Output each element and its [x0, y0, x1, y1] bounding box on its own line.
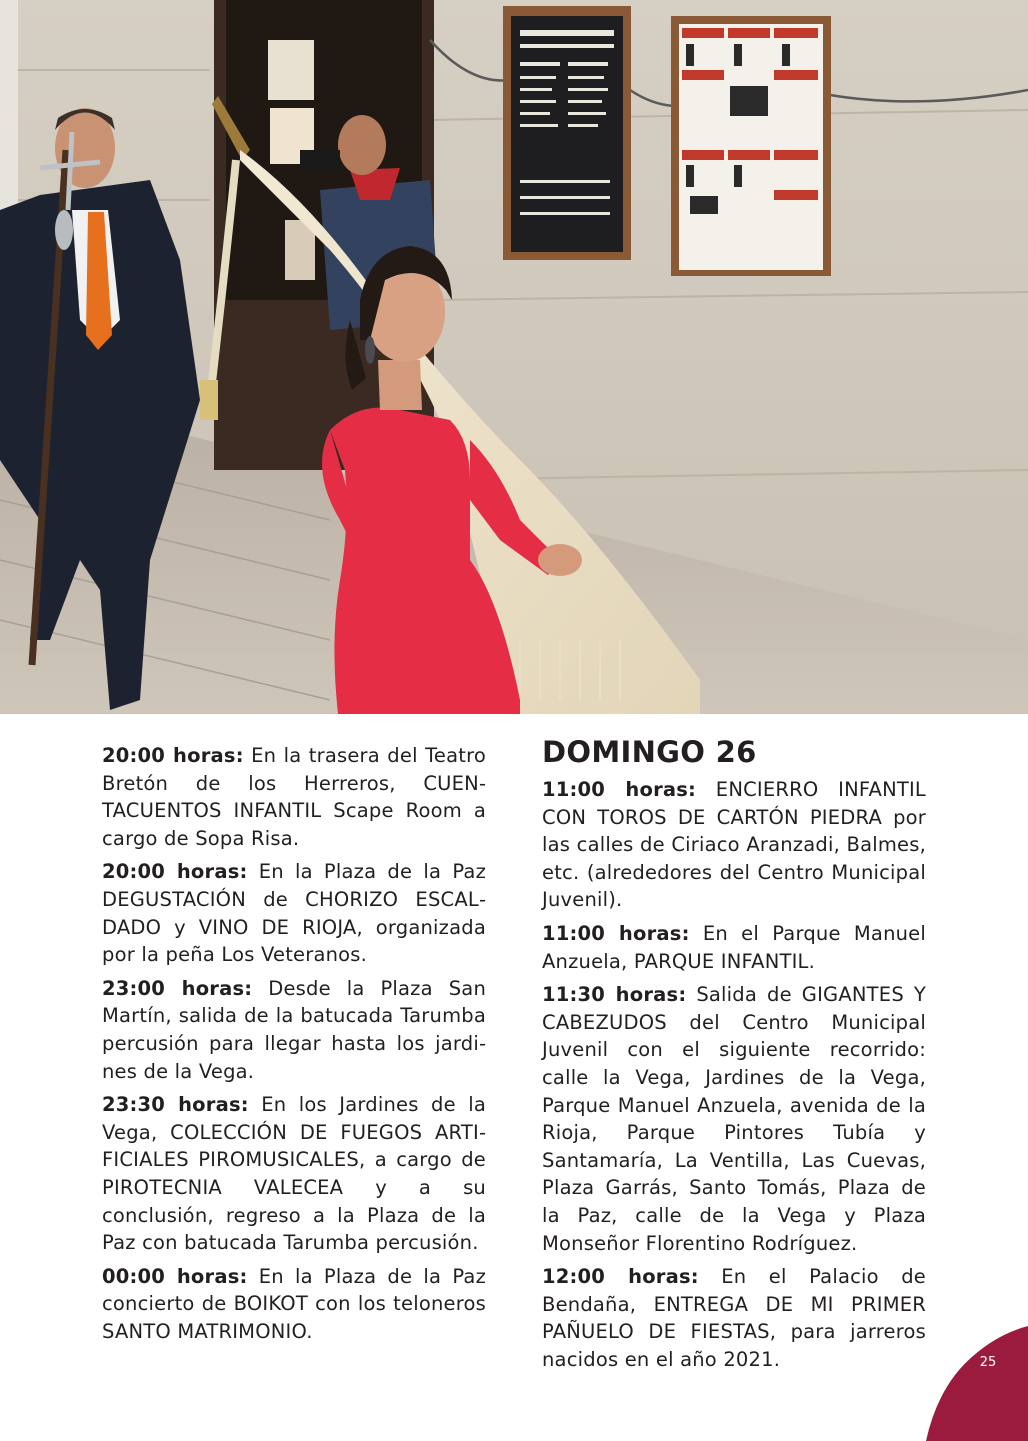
entry-text: En la Plaza de la Paz concierto de BOIKOT con los teloneros SANTO MATRIMONIO. — [102, 1264, 487, 1343]
entry-text: ENCIERRO INFANTIL CON TOROS DE CARTÓN PIEDRA por las calles de Ciriaco Aranzadi, Balmes, etc. (alrededores del Centro Municipal Juvenil). — [542, 778, 926, 912]
entry-time: 23:30 horas: — [102, 1093, 249, 1117]
entry-time: 23:00 horas: — [102, 976, 253, 1000]
entry-text: Desde la Plaza San Martín, salida de la batucada Tarumba percusión para llegar hasta los jardines de la Vega. — [102, 976, 486, 1083]
schedule-entry — [542, 776, 926, 914]
procession-photo — [0, 0, 1028, 714]
page-corner-tab — [918, 1326, 1028, 1441]
entry-time: 00:00 horas: — [102, 1264, 248, 1288]
entry-time: 12:00 horas: — [542, 1265, 699, 1289]
schedule-entry — [102, 1091, 486, 1257]
left-column — [102, 742, 486, 1351]
entry-text: En el Palacio de Bendaña, ENTREGA DE MI PRIMER PAÑUELO DE FIESTAS, para jarreros nacidos en el año 2021. — [542, 1265, 927, 1371]
schedule-entry — [542, 920, 926, 975]
entry-text: En los Jardines de la Vega, COLECCIÓN DE FUEGOS ARTIFICIALES PIROMUSICALES, a cargo de PIROTECNIA VALECEA y a su conclusión, regreso a la Plaza de la Paz con batucada Tarumba percusión. — [102, 1093, 486, 1255]
schedule-entry — [102, 858, 486, 968]
schedule-entry — [102, 975, 486, 1085]
entry-time: 11:30 horas: — [542, 983, 687, 1007]
entry-text: En el Parque Manuel Anzuela, PARQUE INFANTIL. — [542, 921, 927, 973]
entry-text: Salida de GIGANTES Y CABEZUDOS del Centro Municipal Juvenil con el siguiente recorrido: calle la Vega, Jardines de la Vega, Parque Manuel Anzuela, avenida de la Rioja, Parque Pintores Tubía y Santamaría, La Ventilla, Las Cuevas, Plaza Garrás, Santo Tomás, Plaza de la Paz, calle de la Vega y Plaza Monseñor Florentino Rodríguez. — [542, 983, 927, 1255]
entry-time: 20:00 horas: — [102, 744, 244, 767]
schedule-entry — [542, 981, 926, 1257]
day-heading: DOMINGO 26 — [542, 735, 757, 769]
entry-time: 20:00 horas: — [102, 860, 248, 884]
entry-text: En la trasera del Teatro Bretón de los Herreros, CUENTACUENTOS INFANTIL Scape Room a cargo de Sopa Risa. — [102, 744, 486, 850]
entry-text: En la Plaza de la Paz DEGUSTACIÓN de CHORIZO ESCALDADO y VINO DE RIOJA, organizada por la peña Los Veteranos. — [102, 860, 487, 967]
schedule-entry — [102, 1263, 486, 1346]
entry-time: 11:00 horas: — [542, 921, 690, 945]
page-number: 25 — [979, 1355, 997, 1370]
schedule-entry — [542, 1263, 926, 1373]
right-column — [542, 732, 926, 1379]
entry-time: 11:00 horas: — [542, 778, 697, 801]
schedule-entry — [102, 742, 486, 852]
